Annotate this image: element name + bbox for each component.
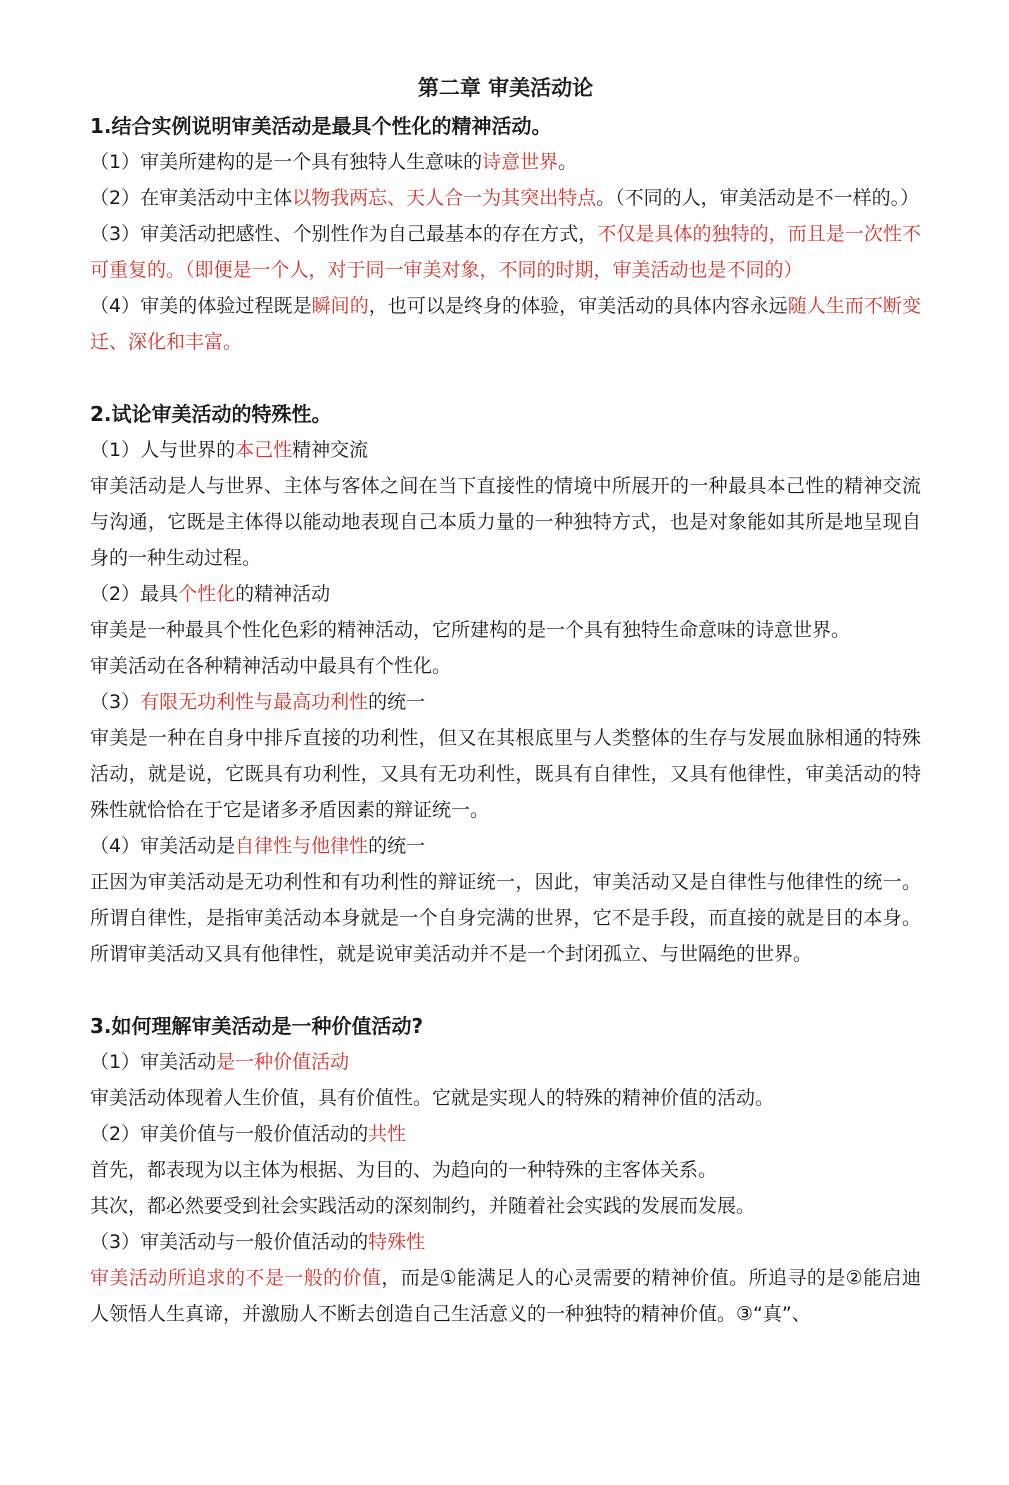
q3-subheading-2: （2）审美价值与一般价值活动的共性 bbox=[90, 1123, 407, 1145]
q1-point-3: （3）审美活动把感性、个别性作为自己最基本的存在方式，不仅是具体的独特的，而且是一次性不可重复的。（即便是一个人，对于同一审美对象，不同的时期，审美活动也是不同的） bbox=[90, 223, 921, 281]
q1-point-4: （4）审美的体验过程既是瞬间的，也可以是终身的体验，审美活动的具体内容永远随人生而不断变迁、深化和丰富。 bbox=[90, 295, 921, 353]
question-3-title: 3.如何理解审美活动是一种价值活动? bbox=[90, 1014, 424, 1038]
q3-body-1: 审美活动体现着人生价值，具有价值性。它就是实现人的特殊的精神价值的活动。 bbox=[90, 1087, 775, 1109]
q2-body-4: 正因为审美活动是无功利性和有功利性的辩证统一，因此，审美活动又是自律性与他律性的统一。所谓自律性，是指审美活动本身就是一个自身完满的世界，它不是手段，而直接的就是目的本身。所谓审美活动又具有他律性，就是说审美活动并不是一个封闭孤立、与世隔绝的世界。 bbox=[90, 871, 921, 965]
q1-point-2: （2）在审美活动中主体以物我两忘、天人合一为其突出特点。（不同的人，审美活动是不一样的。） bbox=[90, 187, 920, 209]
q2-subheading-2: （2）最具个性化的精神活动 bbox=[90, 583, 331, 605]
question-2-title: 2.试论审美活动的特殊性。 bbox=[90, 402, 332, 426]
q2-body-2a: 审美是一种最具个性化色彩的精神活动，它所建构的是一个具有独特生命意味的诗意世界。 bbox=[90, 619, 851, 641]
chapter-title: 第二章 审美活动论 bbox=[417, 76, 594, 100]
q3-subheading-3: （3）审美活动与一般价值活动的特殊性 bbox=[90, 1231, 426, 1253]
q3-subheading-1: （1）审美活动是一种价值活动 bbox=[90, 1051, 350, 1073]
q2-body-2b: 审美活动在各种精神活动中最具有个性化。 bbox=[90, 655, 452, 677]
q2-subheading-1: （1）人与世界的本己性精神交流 bbox=[90, 439, 369, 461]
q1-point-1: （1）审美所建构的是一个具有独特人生意味的诗意世界。 bbox=[90, 151, 578, 173]
q2-subheading-3: （3）有限无功利性与最高功利性的统一 bbox=[90, 691, 426, 713]
q3-body-2b: 其次，都必然要受到社会实践活动的深刻制约，并随着社会实践的发展而发展。 bbox=[90, 1195, 756, 1217]
q3-body-2a: 首先，都表现为以主体为根据、为目的、为趋向的一种特殊的主客体关系。 bbox=[90, 1159, 718, 1181]
q2-subheading-4: （4）审美活动是自律性与他律性的统一 bbox=[90, 835, 426, 857]
q3-body-3: 审美活动所追求的不是一般的价值，而是①能满足人的心灵需要的精神价值。所追寻的是②能启迪人领悟人生真谛，并激励人不断去创造自己生活意义的一种独特的精神价值。③“真”、 bbox=[90, 1267, 921, 1325]
question-1-title: 1.结合实例说明审美活动是最具个性化的精神活动。 bbox=[90, 114, 552, 138]
q2-body-1: 审美活动是人与世界、主体与客体之间在当下直接性的情境中所展开的一种最具本己性的精神交流与沟通，它既是主体得以能动地表现自己本质力量的一种独特方式，也是对象能如其所是地呈现自身的一种生动过程。 bbox=[90, 475, 921, 569]
q2-body-3: 审美是一种在自身中排斥直接的功利性，但又在其根底里与人类整体的生存与发展血脉相通的特殊活动，就是说，它既具有功利性，又具有无功利性，既具有自律性，又具有他律性，审美活动的特殊性就恰恰在于它是诸多矛盾因素的辩证统一。 bbox=[90, 727, 921, 821]
